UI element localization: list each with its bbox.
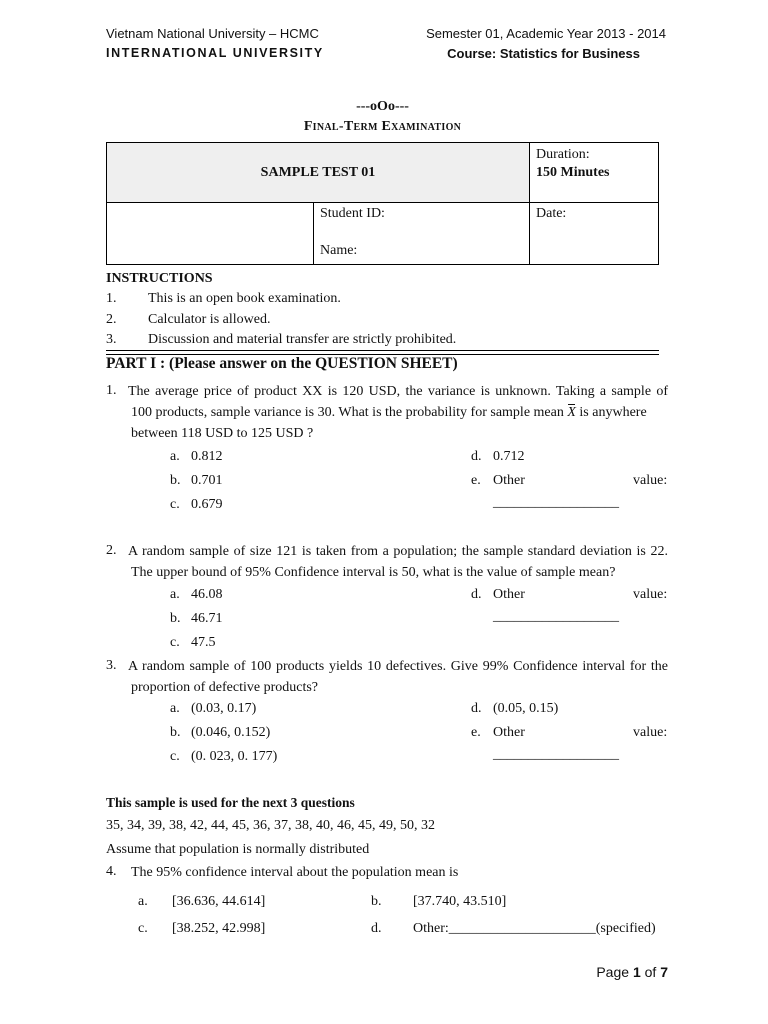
date-cell[interactable] [530, 203, 659, 265]
q3-option-d[interactable]: (0.05, 0.15) [493, 701, 559, 716]
instruction-text: Calculator is allowed. [148, 312, 271, 327]
sample-heading: This sample is used for the next 3 questions [106, 795, 355, 810]
sample-data: 35, 34, 39, 38, 42, 44, 45, 36, 37, 38, 40, 46, 45, 49, 50, 32 [106, 818, 435, 833]
q1-option-d[interactable]: 0.712 [493, 449, 525, 464]
q3-option-b[interactable]: (0.046, 0.152) [191, 725, 271, 740]
option-label: d. [471, 701, 482, 716]
option-label: a. [170, 587, 180, 602]
question-number: 2. [106, 543, 117, 558]
q4-option-d[interactable]: Other:_____________________(specified) [413, 921, 656, 936]
option-label: e. [471, 473, 481, 488]
instructions-heading: INSTRUCTIONS [106, 271, 213, 286]
option-label: b. [170, 725, 181, 740]
test-name: SAMPLE TEST 01 [260, 164, 376, 180]
duration-cell [530, 143, 659, 203]
q2-option-c[interactable]: 47.5 [191, 635, 216, 650]
divider [106, 350, 659, 351]
option-label: d. [471, 587, 482, 602]
q2-line1: A random sample of size 121 is taken from a population; the sample standard deviation is 22. [128, 544, 668, 559]
q1-option-b[interactable]: 0.701 [191, 473, 223, 488]
of-word: of [640, 964, 661, 980]
page-indicator [596, 964, 668, 980]
normality-assumption: Assume that population is normally distributed [106, 842, 370, 857]
q3-option-c[interactable]: (0. 023, 0. 177) [191, 749, 278, 764]
q2-answer-blank[interactable]: __________________ [493, 609, 619, 624]
instruction-text: This is an open book examination. [148, 291, 341, 306]
option-label: c. [170, 497, 180, 512]
q2-option-d[interactable]: Other [493, 587, 525, 602]
option-label: c. [170, 635, 180, 650]
university-name: Vietnam National University – HCMC [106, 26, 319, 41]
option-label: c. [170, 749, 180, 764]
semester-info: Semester 01, Academic Year 2013 - 2014 [426, 26, 666, 41]
instruction-num: 2. [106, 312, 117, 327]
instruction-num: 1. [106, 291, 117, 306]
option-label: c. [138, 921, 148, 936]
q1-line2a: 100 products, sample variance is 30. What is the probability for sample mean [131, 405, 568, 420]
question-number: 4. [106, 864, 117, 879]
value-label: value: [633, 473, 668, 488]
option-label: b. [170, 473, 181, 488]
q3-line2: proportion of defective products? [131, 680, 318, 695]
q1-line1: The average price of product XX is 120 USD, the variance is unknown. Taking a sample of [128, 384, 668, 399]
q1-option-c[interactable]: 0.679 [191, 497, 223, 512]
page-number: 1 [632, 964, 641, 980]
q4-line1: The 95% confidence interval about the population mean is [131, 865, 459, 880]
option-label: a. [170, 449, 180, 464]
q2-line2: The upper bound of 95% Confidence interval is 50, what is the value of sample mean? [131, 565, 616, 580]
q2-option-a[interactable]: 46.08 [191, 587, 223, 602]
instruction-text: Discussion and material transfer are strictly prohibited. [148, 332, 457, 347]
q3-answer-blank[interactable]: __________________ [493, 747, 619, 762]
q4-option-a[interactable]: [36.636, 44.614] [172, 894, 266, 909]
part1-heading: PART I : (Please answer on the QUESTION SHEET) [106, 355, 458, 372]
option-label: d. [371, 921, 382, 936]
q1-option-e[interactable]: Other [493, 473, 525, 488]
course-name: Course: Statistics for Business [447, 46, 640, 61]
option-label: a. [138, 894, 148, 909]
option-label: d. [471, 449, 482, 464]
value-label: value: [633, 725, 668, 740]
q1-line2 [131, 403, 668, 423]
q1-line3: between 118 USD to 125 USD ? [131, 426, 314, 441]
student-id-label: Student ID: [320, 206, 385, 221]
duration-value: 150 Minutes [536, 165, 610, 180]
value-label: value: [633, 587, 668, 602]
test-name-cell [107, 143, 530, 203]
blank-cell [107, 203, 314, 265]
date-label: Date: [536, 206, 567, 221]
exam-title: Final-Term Examination [303, 119, 462, 134]
question-number: 1. [106, 383, 117, 398]
q2-option-b[interactable]: 46.71 [191, 611, 223, 626]
q1-option-a[interactable]: 0.812 [191, 449, 223, 464]
institution-name: INTERNATIONAL UNIVERSITY [106, 46, 324, 60]
option-label: a. [170, 701, 180, 716]
page-total: 7 [660, 964, 668, 980]
duration-label: Duration: [536, 147, 590, 162]
option-label: b. [170, 611, 181, 626]
question-number: 3. [106, 658, 117, 673]
exam-info-table [106, 142, 659, 265]
option-label: e. [471, 725, 481, 740]
q4-option-b[interactable]: [37.740, 43.510] [413, 894, 507, 909]
q4-option-c[interactable]: [38.252, 42.998] [172, 921, 266, 936]
name-label: Name: [320, 243, 358, 258]
q3-option-a[interactable]: (0.03, 0.17) [191, 701, 257, 716]
instruction-num: 3. [106, 332, 117, 347]
option-label: b. [371, 894, 382, 909]
q1-line2b: is anywhere [575, 405, 647, 420]
ornament: ---oOo--- [356, 99, 409, 114]
q3-line1: A random sample of 100 products yields 10 defectives. Give 99% Confidence interval for the [128, 659, 668, 674]
student-cell[interactable] [314, 203, 530, 265]
q1-answer-blank[interactable]: __________________ [493, 495, 619, 510]
sample-mean-symbol: X [567, 403, 576, 423]
page-word: Page [596, 964, 633, 980]
q3-option-e[interactable]: Other [493, 725, 525, 740]
